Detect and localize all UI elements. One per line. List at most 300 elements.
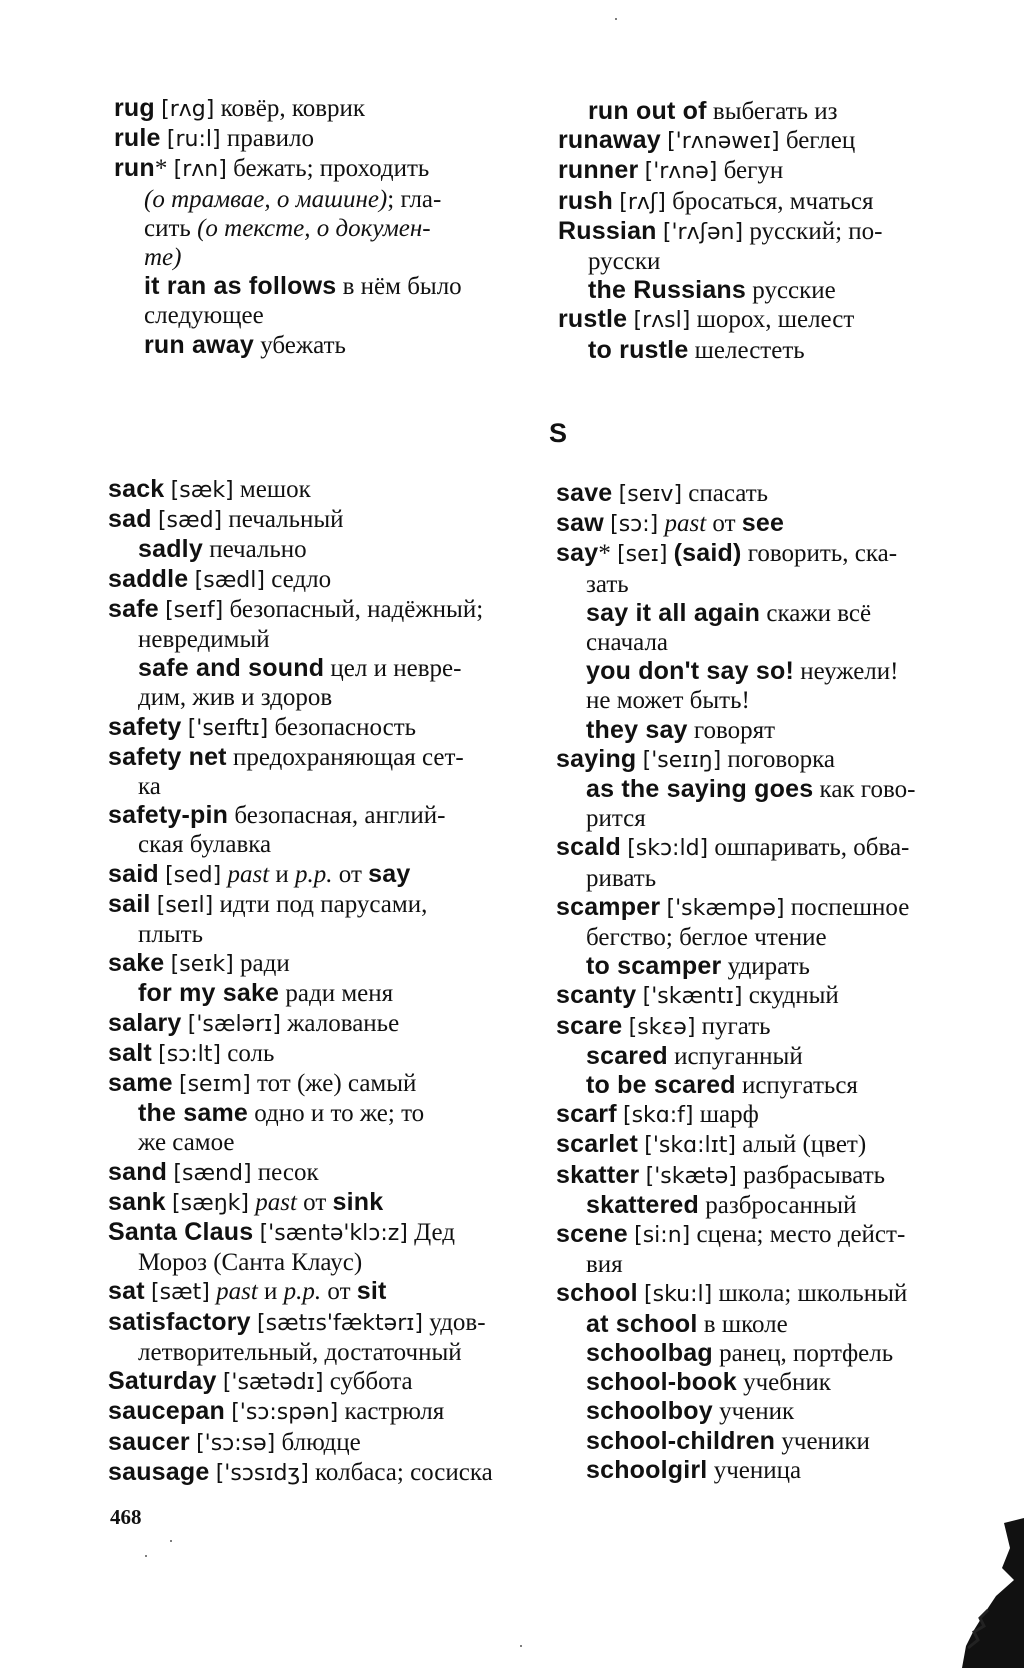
headword: scarlet bbox=[556, 1130, 639, 1159]
headword: skattered bbox=[586, 1190, 699, 1219]
headword: runaway bbox=[558, 126, 661, 155]
sub-entry bbox=[556, 1456, 976, 1485]
italic-note: past bbox=[664, 510, 707, 538]
translation-text: неужели! bbox=[793, 658, 899, 686]
translation-text: шарф bbox=[693, 1101, 759, 1129]
transcription: [rʌg] bbox=[161, 97, 215, 122]
entry-line bbox=[556, 1130, 976, 1160]
transcription: ['sætədɪ] bbox=[222, 1370, 324, 1396]
translation-text: не может быть! bbox=[586, 687, 750, 715]
dictionary-entry bbox=[556, 1279, 976, 1309]
entry-line bbox=[144, 272, 534, 301]
column-bottom-right bbox=[556, 479, 976, 1485]
headword: same bbox=[108, 1069, 173, 1098]
headword: to rustle bbox=[588, 335, 689, 364]
column-top-right bbox=[558, 97, 978, 365]
entry-line bbox=[586, 952, 976, 981]
entry-line bbox=[586, 1191, 976, 1220]
translation-text: убежать bbox=[253, 331, 346, 359]
dictionary-entry bbox=[108, 505, 528, 535]
dictionary-entry bbox=[108, 475, 528, 505]
entry-line bbox=[556, 479, 976, 509]
translation-text: плыть bbox=[138, 921, 203, 949]
translation-text: зать bbox=[586, 570, 629, 598]
translation-text: беглец bbox=[779, 127, 856, 155]
transcription: [si:n] bbox=[634, 1223, 691, 1249]
transcription: [seɪf] bbox=[165, 597, 224, 623]
entry-line bbox=[586, 1427, 976, 1456]
transcription: [seɪl] bbox=[156, 892, 214, 918]
headword: saucepan bbox=[108, 1397, 225, 1426]
headword: you don't say so! bbox=[586, 657, 794, 686]
entry-line bbox=[108, 713, 528, 743]
translation-text: ошпаривать, обва- bbox=[708, 834, 910, 862]
headword: rush bbox=[558, 186, 613, 215]
headword: run bbox=[114, 154, 155, 183]
dictionary-entry bbox=[108, 890, 528, 949]
transcription: ['sɔ:sə] bbox=[196, 1430, 276, 1456]
italic-note: past bbox=[216, 1278, 258, 1306]
entry-line bbox=[108, 595, 528, 625]
headword: save bbox=[556, 479, 613, 507]
transcription: [sæk] bbox=[170, 478, 234, 503]
translation-text: в нём было bbox=[336, 273, 462, 301]
translation-text: ковёр, коврик bbox=[214, 95, 366, 122]
translation-text: русский; по- bbox=[743, 217, 883, 245]
transcription: ['sɔsɪdʒ] bbox=[215, 1460, 309, 1486]
entry-line bbox=[138, 535, 528, 564]
transcription: ['skæmpə] bbox=[666, 895, 785, 921]
headword: Saturday bbox=[108, 1367, 217, 1396]
column-bottom-left bbox=[108, 475, 528, 1488]
headword: sausage bbox=[108, 1457, 210, 1486]
translation-text: от bbox=[296, 1188, 333, 1216]
translation-text: ка bbox=[138, 773, 161, 801]
dictionary-entry bbox=[556, 1220, 976, 1279]
headword: skatter bbox=[556, 1160, 640, 1189]
headword: scene bbox=[556, 1220, 628, 1249]
entry-line bbox=[138, 1128, 528, 1157]
translation-text: разбрасывать bbox=[736, 1161, 886, 1189]
translation-text: печальный bbox=[222, 506, 344, 534]
dictionary-entry bbox=[556, 479, 976, 509]
entry-line bbox=[586, 775, 976, 804]
entry-line bbox=[108, 1188, 528, 1218]
sub-entry bbox=[558, 336, 978, 365]
sub-entry bbox=[108, 1099, 528, 1157]
column-top-left bbox=[114, 94, 534, 360]
entry-line bbox=[108, 801, 528, 830]
entry-line bbox=[558, 126, 978, 156]
translation-text: удов- bbox=[423, 1308, 486, 1336]
sub-entry bbox=[114, 272, 534, 330]
entry-line bbox=[108, 890, 528, 920]
transcription: ['sɔ:spən] bbox=[231, 1400, 339, 1426]
translation-text: ради меня bbox=[279, 980, 394, 1008]
sub-entry bbox=[556, 1368, 976, 1397]
italic-note: past bbox=[227, 860, 270, 888]
headword: school bbox=[556, 1279, 638, 1308]
entry-line bbox=[556, 570, 976, 599]
dictionary-entry bbox=[108, 743, 528, 801]
headword: for my sake bbox=[138, 979, 280, 1008]
headword: schoolbag bbox=[586, 1338, 713, 1367]
headword: say it all again bbox=[586, 598, 761, 627]
italic-note: (о трамвае, о машине) bbox=[144, 185, 388, 213]
entry-line bbox=[588, 97, 978, 126]
translation-text: дим, жив и здоров bbox=[138, 684, 333, 712]
translation-text: вия bbox=[586, 1251, 623, 1279]
dictionary-entry bbox=[108, 801, 528, 859]
sub-entry bbox=[556, 1397, 976, 1426]
headword: to scamper bbox=[586, 952, 722, 981]
translation-text: испуганный bbox=[667, 1042, 803, 1070]
headword: rule bbox=[114, 124, 161, 153]
headword: Santa Claus bbox=[108, 1218, 254, 1247]
entry-line bbox=[556, 981, 976, 1011]
entry-line bbox=[108, 1248, 528, 1277]
entry-line bbox=[556, 1250, 976, 1279]
translation-text: суббота bbox=[323, 1368, 413, 1396]
entry-line bbox=[108, 1009, 528, 1039]
entry-line bbox=[108, 1158, 528, 1188]
entry-line bbox=[114, 94, 534, 124]
headword: sink bbox=[332, 1187, 384, 1216]
headword: sand bbox=[108, 1157, 168, 1186]
sub-entry bbox=[558, 276, 978, 305]
translation-text: мешок bbox=[233, 476, 311, 503]
entry-line bbox=[108, 1039, 528, 1069]
entry-line bbox=[108, 743, 528, 772]
entry-line bbox=[108, 475, 528, 505]
translation-text: скажи всё bbox=[760, 599, 872, 627]
transcription: ['seɪɪŋ] bbox=[642, 747, 722, 773]
dictionary-entry bbox=[108, 1308, 528, 1367]
translation-text: бегун bbox=[717, 157, 784, 185]
transcription: [skɔ:ld] bbox=[627, 836, 709, 862]
entry-line bbox=[108, 1428, 528, 1458]
headword: saddle bbox=[108, 564, 189, 593]
translation-text: ; гла- bbox=[387, 185, 442, 213]
transcription: [rʌsl] bbox=[633, 308, 691, 334]
translation-text: бежать; проходить bbox=[226, 155, 430, 183]
entry-line bbox=[138, 979, 528, 1008]
translation-text: разбросанный bbox=[698, 1191, 857, 1219]
translation-text: ская булавка bbox=[138, 831, 272, 859]
dictionary-entry bbox=[558, 126, 978, 156]
dictionary-entry bbox=[556, 1100, 976, 1130]
transcription: [sɔ:lt] bbox=[158, 1041, 222, 1067]
entry-line bbox=[556, 1012, 976, 1042]
entry-line bbox=[586, 657, 976, 686]
entry-line bbox=[558, 305, 978, 335]
dictionary-entry bbox=[108, 595, 528, 654]
dictionary-entry bbox=[108, 1009, 528, 1039]
translation-text: рится bbox=[586, 805, 646, 833]
translation-text: * bbox=[154, 155, 174, 183]
sub-entry bbox=[558, 97, 978, 126]
headword: safe bbox=[108, 594, 159, 623]
entry-line bbox=[556, 1220, 976, 1250]
transcription: [skɛə] bbox=[628, 1014, 696, 1040]
transcription: [sædl] bbox=[194, 567, 265, 593]
translation-text: печально bbox=[202, 536, 307, 564]
headword: at school bbox=[586, 1309, 698, 1338]
sub-entry bbox=[114, 331, 534, 360]
headword: saying bbox=[556, 744, 637, 773]
translation-text: следующее bbox=[144, 302, 264, 330]
headword: Russian bbox=[558, 216, 657, 245]
headword: sat bbox=[108, 1277, 145, 1306]
dictionary-entry bbox=[114, 124, 534, 154]
dictionary-entry bbox=[108, 1218, 528, 1277]
entry-line bbox=[144, 301, 534, 330]
dictionary-entry bbox=[556, 1161, 976, 1191]
headword: school-children bbox=[586, 1426, 776, 1455]
transcription: [sku:l] bbox=[644, 1282, 713, 1308]
translation-text: ученик bbox=[712, 1398, 795, 1426]
transcription: ['sæntə'klɔ:z] bbox=[259, 1221, 408, 1247]
translation-text: ученики bbox=[775, 1427, 870, 1455]
translation-text: невредимый bbox=[138, 626, 270, 654]
transcription: [sæŋk] bbox=[172, 1190, 249, 1216]
entry-line bbox=[586, 686, 976, 715]
entry-line bbox=[556, 893, 976, 923]
sub-entry bbox=[556, 716, 976, 745]
transcription: [rʌʃ] bbox=[619, 189, 666, 215]
entry-line bbox=[108, 949, 528, 979]
entry-line bbox=[586, 1310, 976, 1339]
headword: satisfactory bbox=[108, 1307, 251, 1336]
headword: safety bbox=[108, 712, 182, 741]
transcription: ['skɑ:lɪt] bbox=[644, 1133, 736, 1159]
entry-line bbox=[138, 654, 528, 683]
dictionary-entry bbox=[556, 1012, 976, 1042]
headword: sake bbox=[108, 949, 165, 978]
translation-text: испугаться bbox=[735, 1072, 858, 1100]
dictionary-entry bbox=[108, 1458, 528, 1488]
transcription: ['rʌʃən] bbox=[662, 219, 744, 245]
ink-blot-mark bbox=[944, 1518, 1024, 1668]
entry-line bbox=[588, 276, 978, 305]
translation-text: ради bbox=[233, 950, 290, 978]
headword: sadly bbox=[138, 535, 203, 564]
translation-text: сить bbox=[144, 214, 198, 242]
entry-line bbox=[586, 1368, 976, 1397]
entry-line bbox=[108, 772, 528, 801]
translation-text: правило bbox=[220, 125, 314, 153]
entry-line bbox=[556, 923, 976, 952]
headword: the same bbox=[138, 1099, 248, 1128]
translation-text: русски bbox=[588, 248, 661, 276]
sub-entry bbox=[108, 654, 528, 712]
entry-line bbox=[108, 1338, 528, 1367]
headword: safety net bbox=[108, 742, 227, 771]
translation-text: шорох, шелест bbox=[690, 306, 855, 334]
headword: scared bbox=[586, 1041, 668, 1070]
entry-line bbox=[586, 1397, 976, 1426]
dictionary-entry bbox=[556, 539, 976, 598]
translation-text: ранец, портфель bbox=[712, 1339, 894, 1367]
translation-text: пугать bbox=[695, 1012, 771, 1040]
translation-text: от bbox=[332, 860, 369, 888]
translation-text: бегство; беглое чтение bbox=[586, 924, 827, 952]
headword: scanty bbox=[556, 981, 637, 1010]
transcription: ['seɪftɪ] bbox=[187, 715, 269, 741]
headword: salt bbox=[108, 1038, 152, 1067]
translation-text: от bbox=[706, 510, 742, 538]
dictionary-entry bbox=[108, 565, 528, 595]
italic-note: p.p. bbox=[283, 1278, 322, 1306]
transcription: ['rʌnəweɪ] bbox=[667, 129, 780, 155]
headword: scald bbox=[556, 833, 621, 862]
entry-line bbox=[108, 1397, 528, 1427]
headword: scamper bbox=[556, 892, 661, 921]
dictionary-entry bbox=[108, 1188, 528, 1218]
translation-text: безопасность bbox=[268, 713, 417, 741]
translation-text: алый (цвет) bbox=[735, 1131, 867, 1159]
headword: safe and sound bbox=[138, 654, 325, 683]
translation-text: цел и невре- bbox=[324, 655, 462, 683]
translation-text: же самое bbox=[138, 1129, 235, 1157]
headword: sank bbox=[108, 1187, 166, 1216]
dictionary-entry bbox=[558, 305, 978, 335]
transcription: [sed] bbox=[165, 862, 222, 888]
headword: say bbox=[556, 539, 599, 568]
dictionary-entry bbox=[108, 1428, 528, 1458]
headword: saucer bbox=[108, 1427, 190, 1456]
entry-line bbox=[108, 1308, 528, 1338]
transcription: [sæt] bbox=[150, 1280, 210, 1306]
entry-line bbox=[558, 217, 978, 247]
entry-line bbox=[108, 565, 528, 595]
entry-line bbox=[144, 331, 534, 360]
dictionary-entry bbox=[108, 860, 528, 890]
headword: runner bbox=[558, 156, 639, 185]
entry-line bbox=[556, 745, 976, 775]
entry-line bbox=[556, 1161, 976, 1191]
entry-line bbox=[558, 156, 978, 186]
entry-line bbox=[108, 1367, 528, 1397]
translation-text: в школе bbox=[697, 1310, 788, 1338]
sub-entry bbox=[556, 1427, 976, 1456]
translation-text: бросаться, мчаться bbox=[665, 187, 874, 215]
transcription: [seɪv] bbox=[618, 482, 683, 507]
dictionary-entry bbox=[114, 154, 534, 272]
dictionary-entry bbox=[556, 893, 976, 952]
translation-text: * bbox=[598, 540, 618, 568]
entry-line bbox=[108, 1277, 528, 1307]
transcription: [sæd] bbox=[157, 508, 223, 534]
dictionary-entry bbox=[108, 1397, 528, 1427]
dictionary-entry bbox=[556, 833, 976, 892]
translation-text: ученица bbox=[707, 1456, 802, 1484]
entry-line bbox=[114, 243, 534, 272]
translation-text: соль bbox=[221, 1039, 275, 1067]
sub-entry bbox=[108, 979, 528, 1008]
headword: they say bbox=[586, 715, 688, 744]
sub-entry bbox=[556, 1071, 976, 1100]
translation-text: говорить, ска- bbox=[741, 540, 898, 568]
entry-line bbox=[556, 539, 976, 569]
headword: say bbox=[368, 859, 411, 888]
translation-text: шелестеть bbox=[688, 336, 805, 364]
entry-line bbox=[138, 683, 528, 712]
translation-text: как гово- bbox=[813, 776, 916, 804]
entry-line bbox=[108, 1218, 528, 1248]
paper-speck bbox=[615, 18, 617, 20]
headword: scarf bbox=[556, 1100, 617, 1129]
transcription: [sɔ:] bbox=[610, 512, 659, 538]
entry-line bbox=[586, 599, 976, 628]
headword: sad bbox=[108, 505, 152, 534]
translation-text: идти под парусами, bbox=[213, 890, 428, 918]
headword: school-book bbox=[586, 1368, 737, 1397]
dictionary-entry bbox=[558, 187, 978, 217]
page-number: 468 bbox=[110, 1505, 142, 1529]
transcription: [sætɪs'fæktərɪ] bbox=[257, 1310, 424, 1336]
transcription: [sænd] bbox=[173, 1160, 252, 1186]
paper-speck bbox=[520, 1645, 522, 1647]
headword: rug bbox=[114, 94, 155, 122]
headword: said bbox=[108, 859, 159, 888]
transcription: [seɪk] bbox=[170, 952, 234, 978]
dictionary-entry bbox=[556, 745, 976, 775]
translation-text: выбегать из bbox=[706, 98, 838, 125]
translation-text: и bbox=[269, 860, 296, 888]
translation-text: скудный bbox=[742, 982, 839, 1010]
entry-line bbox=[108, 1458, 528, 1488]
translation-text: ривать bbox=[586, 864, 657, 892]
entry-line bbox=[556, 864, 976, 893]
italic-note: (о тексте, о докумен- bbox=[197, 214, 431, 242]
translation-text: от bbox=[321, 1278, 357, 1306]
dictionary-entry bbox=[558, 156, 978, 186]
entry-line bbox=[556, 509, 976, 539]
translation-text: удирать bbox=[721, 953, 810, 981]
translation-text: седло bbox=[264, 565, 332, 593]
translation-text: блюдце bbox=[275, 1428, 361, 1456]
letter-heading: S bbox=[549, 418, 568, 448]
transcription: [seɪ] bbox=[617, 542, 668, 568]
dictionary-entry bbox=[556, 509, 976, 539]
sub-entry bbox=[556, 657, 976, 715]
translation-text: летворительный, достаточный bbox=[138, 1338, 462, 1366]
paper-speck bbox=[170, 1540, 172, 1542]
entry-line bbox=[586, 804, 976, 833]
entry-line bbox=[586, 1456, 976, 1485]
translation-text: песок bbox=[251, 1158, 319, 1186]
headword: schoolboy bbox=[586, 1397, 713, 1426]
dictionary-entry bbox=[556, 981, 976, 1011]
transcription: [seɪm] bbox=[179, 1072, 251, 1098]
transcription: ['skæntɪ] bbox=[642, 984, 743, 1010]
entry-line bbox=[558, 247, 978, 276]
transcription: [rʌn] bbox=[173, 157, 227, 183]
entry-line bbox=[114, 185, 534, 214]
headword: rustle bbox=[558, 305, 628, 334]
translation-text: говорят bbox=[687, 716, 776, 744]
sub-entry bbox=[556, 1042, 976, 1071]
headword: see bbox=[741, 509, 785, 538]
italic-note: те) bbox=[144, 244, 182, 272]
sub-entry bbox=[556, 1339, 976, 1368]
headword: sail bbox=[108, 889, 151, 918]
translation-text: предохраняющая сет- bbox=[226, 743, 464, 771]
italic-note: past bbox=[255, 1188, 297, 1216]
headword: to be scared bbox=[586, 1071, 736, 1100]
entry-line bbox=[556, 833, 976, 863]
